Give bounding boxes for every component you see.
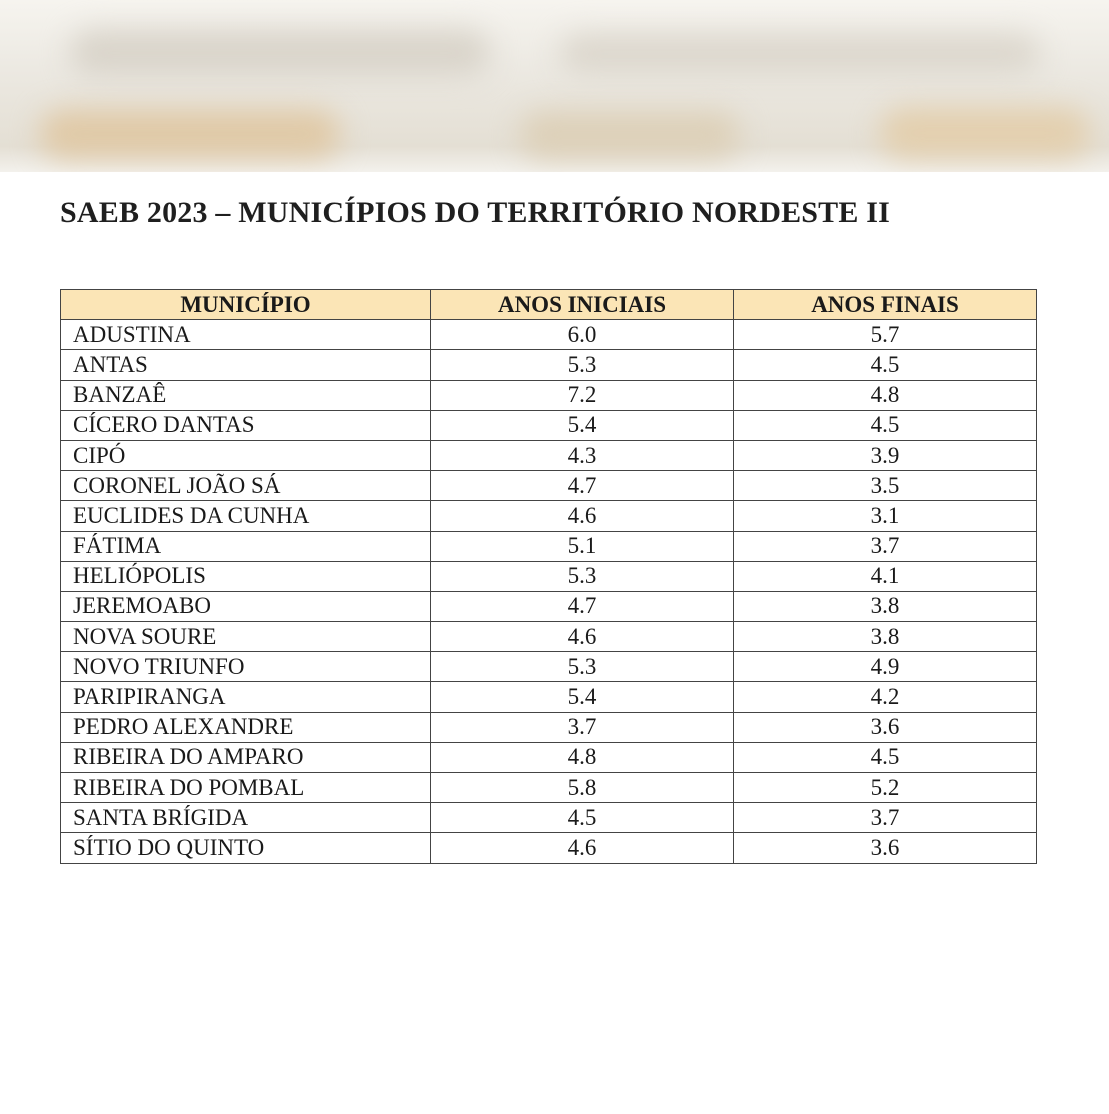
cell-municipio: NOVO TRIUNFO <box>61 652 431 682</box>
blurred-region <box>520 112 740 158</box>
cell-municipio: CORONEL JOÃO SÁ <box>61 471 431 501</box>
cell-anos-finais: 3.7 <box>734 803 1037 833</box>
saeb-table <box>60 289 1037 864</box>
table-row <box>61 803 1037 833</box>
cell-anos-finais: 4.2 <box>734 682 1037 712</box>
cell-municipio: RIBEIRA DO POMBAL <box>61 773 431 803</box>
table-row <box>61 410 1037 440</box>
table-row <box>61 380 1037 410</box>
cell-anos-finais: 3.6 <box>734 712 1037 742</box>
cell-anos-finais: 3.6 <box>734 833 1037 863</box>
table-row <box>61 531 1037 561</box>
page-title: SAEB 2023 – MUNICÍPIOS DO TERRITÓRIO NORDESTE II <box>60 196 891 229</box>
cell-municipio: SANTA BRÍGIDA <box>61 803 431 833</box>
cell-municipio: EUCLIDES DA CUNHA <box>61 501 431 531</box>
cell-anos-finais: 5.2 <box>734 773 1037 803</box>
cell-anos-finais: 4.9 <box>734 652 1037 682</box>
column-header-municipio: MUNICÍPIO <box>61 290 431 320</box>
cell-anos-iniciais: 4.6 <box>431 833 734 863</box>
cell-municipio: NOVA SOURE <box>61 622 431 652</box>
cell-anos-iniciais: 4.6 <box>431 501 734 531</box>
table-body <box>61 320 1037 863</box>
blurred-header-band <box>0 0 1109 172</box>
table-row <box>61 773 1037 803</box>
cell-anos-iniciais: 5.1 <box>431 531 734 561</box>
table-row <box>61 682 1037 712</box>
table-row <box>61 471 1037 501</box>
cell-anos-finais: 3.7 <box>734 531 1037 561</box>
blurred-region <box>40 110 340 158</box>
table-row <box>61 320 1037 350</box>
table-row <box>61 440 1037 470</box>
cell-anos-iniciais: 5.3 <box>431 350 734 380</box>
cell-anos-finais: 3.5 <box>734 471 1037 501</box>
table-row <box>61 712 1037 742</box>
table-row <box>61 350 1037 380</box>
cell-anos-finais: 3.8 <box>734 591 1037 621</box>
cell-anos-finais: 4.5 <box>734 410 1037 440</box>
cell-anos-finais: 4.8 <box>734 380 1037 410</box>
cell-anos-iniciais: 3.7 <box>431 712 734 742</box>
cell-anos-iniciais: 5.4 <box>431 410 734 440</box>
cell-anos-iniciais: 5.3 <box>431 652 734 682</box>
cell-municipio: JEREMOABO <box>61 591 431 621</box>
column-header-anos-iniciais: ANOS INICIAIS <box>431 290 734 320</box>
column-header-anos-finais: ANOS FINAIS <box>734 290 1037 320</box>
blurred-region <box>70 30 490 76</box>
table-row <box>61 833 1037 863</box>
cell-anos-finais: 3.1 <box>734 501 1037 531</box>
cell-anos-finais: 5.7 <box>734 320 1037 350</box>
cell-municipio: CIPÓ <box>61 440 431 470</box>
cell-municipio: PARIPIRANGA <box>61 682 431 712</box>
cell-municipio: BANZAÊ <box>61 380 431 410</box>
cell-anos-iniciais: 4.5 <box>431 803 734 833</box>
cell-anos-iniciais: 7.2 <box>431 380 734 410</box>
cell-anos-finais: 3.9 <box>734 440 1037 470</box>
cell-anos-iniciais: 4.6 <box>431 622 734 652</box>
cell-anos-iniciais: 4.8 <box>431 742 734 772</box>
cell-anos-finais: 3.8 <box>734 622 1037 652</box>
cell-municipio: CÍCERO DANTAS <box>61 410 431 440</box>
cell-anos-finais: 4.1 <box>734 561 1037 591</box>
cell-municipio: HELIÓPOLIS <box>61 561 431 591</box>
cell-anos-iniciais: 4.3 <box>431 440 734 470</box>
cell-anos-finais: 4.5 <box>734 350 1037 380</box>
table-row <box>61 622 1037 652</box>
cell-municipio: RIBEIRA DO AMPARO <box>61 742 431 772</box>
table-header-row <box>61 290 1037 320</box>
cell-anos-finais: 4.5 <box>734 742 1037 772</box>
cell-anos-iniciais: 5.3 <box>431 561 734 591</box>
cell-municipio: ADUSTINA <box>61 320 431 350</box>
table-row <box>61 591 1037 621</box>
blurred-region <box>560 34 1040 74</box>
cell-municipio: PEDRO ALEXANDRE <box>61 712 431 742</box>
cell-anos-iniciais: 6.0 <box>431 320 734 350</box>
cell-municipio: FÁTIMA <box>61 531 431 561</box>
table-row <box>61 742 1037 772</box>
cell-municipio: SÍTIO DO QUINTO <box>61 833 431 863</box>
table-row <box>61 652 1037 682</box>
cell-anos-iniciais: 5.4 <box>431 682 734 712</box>
cell-anos-iniciais: 4.7 <box>431 471 734 501</box>
blurred-region <box>880 108 1090 158</box>
cell-anos-iniciais: 5.8 <box>431 773 734 803</box>
table-row <box>61 561 1037 591</box>
table-row <box>61 501 1037 531</box>
cell-anos-iniciais: 4.7 <box>431 591 734 621</box>
cell-municipio: ANTAS <box>61 350 431 380</box>
